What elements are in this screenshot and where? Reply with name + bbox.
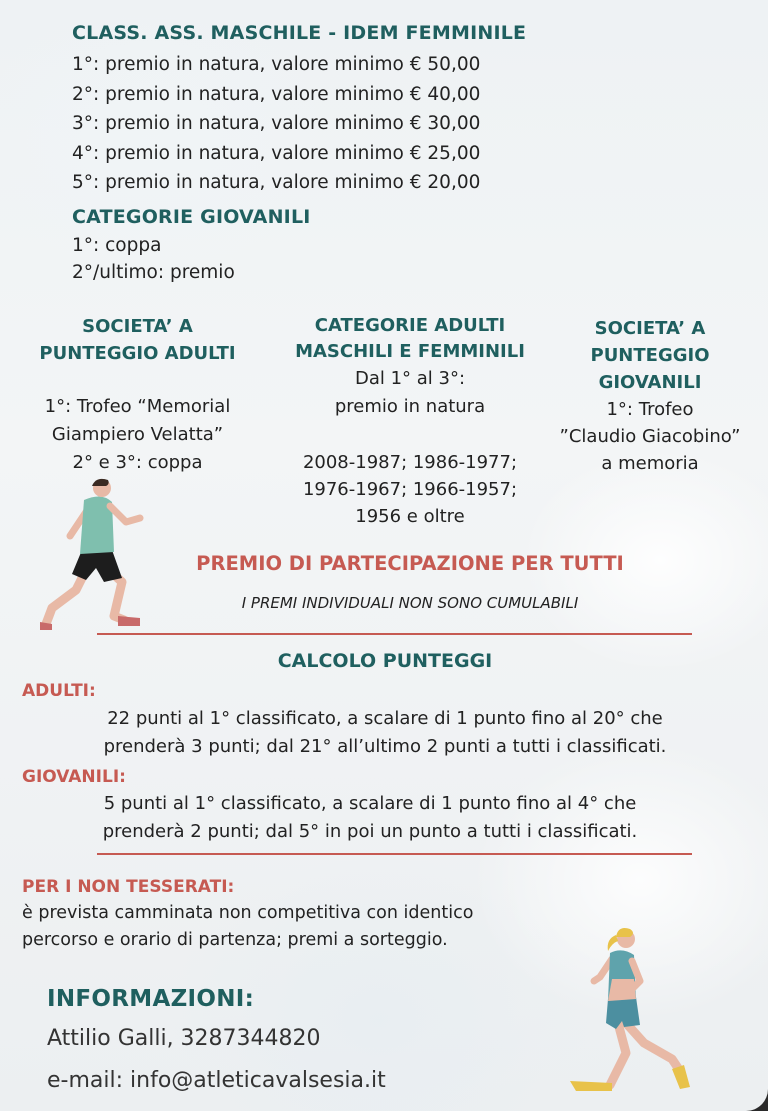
non-members-line: percorso e orario di partenza; premi a sorteggio. xyxy=(22,930,448,950)
prize-line: 1°: premio in natura, valore minimo € 50,00 xyxy=(72,54,481,75)
col-left-line: 1°: Trofeo “Memorial xyxy=(44,396,231,417)
adults-line: 22 punti al 1° classificato, a scalare di 1 punto fino al 20° che xyxy=(107,708,663,729)
col-mid-line: premio in natura xyxy=(334,396,486,417)
youth-score-line: 5 punti al 1° classificato, a scalare di 1 punto fino al 4° che xyxy=(103,793,637,814)
divider xyxy=(97,633,692,635)
youth-text xyxy=(0,790,740,846)
col-mid-line: Dal 1° al 3°: xyxy=(354,368,466,389)
prize-line: 5°: premio in natura, valore minimo € 20,00 xyxy=(72,172,481,193)
col-right-line: a memoria xyxy=(601,453,699,474)
col-right-title-1: SOCIETA’ A xyxy=(594,318,706,339)
col-mid-year-line: 1976-1967; 1966-1957; xyxy=(302,479,518,500)
youth-categories-list xyxy=(72,232,235,286)
non-members-text xyxy=(22,900,473,954)
col-mid-title-1: CATEGORIE ADULTI xyxy=(314,315,506,336)
prize-line: 2°: premio in natura, valore minimo € 40,00 xyxy=(72,83,481,105)
adults-label: ADULTI: xyxy=(22,681,96,701)
prize-list xyxy=(72,50,480,198)
col-mid xyxy=(270,313,550,530)
youth-score-line: prenderà 2 punti; dal 5° in poi un punto a tutti i classificati. xyxy=(102,821,638,842)
class-section-title: CLASS. ASS. MASCHILE - IDEM FEMMINILE xyxy=(72,22,527,44)
participation-title: PREMIO DI PARTECIPAZIONE PER TUTTI xyxy=(196,552,624,575)
youth-line: 1°: coppa xyxy=(72,235,162,256)
col-right-title-3: GIOVANILI xyxy=(598,372,702,393)
col-right-line: 1°: Trofeo xyxy=(606,399,694,420)
youth-line: 2°/ultimo: premio xyxy=(72,262,235,283)
col-mid-year-line: 1956 e oltre xyxy=(355,506,465,527)
col-left-line: 2° e 3°: coppa xyxy=(72,452,203,473)
youth-label: GIOVANILI: xyxy=(22,767,126,787)
col-left xyxy=(10,313,265,477)
adults-line: prenderà 3 punti; dal 21° all’ultimo 2 punti a tutti i classificati. xyxy=(103,736,667,757)
col-mid-title-2: MASCHILI E FEMMINILI xyxy=(295,341,525,362)
youth-categories-title: CATEGORIE GIOVANILI xyxy=(72,206,311,228)
col-left-line: Giampiero Velatta” xyxy=(51,424,224,445)
col-right xyxy=(545,315,755,477)
male-runner-icon xyxy=(30,478,160,634)
col-right-title-2: PUNTEGGIO xyxy=(590,345,710,366)
col-right-line: ”Claudio Giacobino” xyxy=(559,426,741,447)
non-members-line: è prevista camminata non competitiva con identico xyxy=(22,903,474,923)
scoring-title: CALCOLO PUNTEGGI xyxy=(277,650,493,672)
prize-line: 3°: premio in natura, valore minimo € 30,00 xyxy=(72,113,481,134)
col-mid-year-line: 2008-1987; 1986-1977; xyxy=(302,452,518,473)
non-members-label: PER I NON TESSERATI: xyxy=(22,877,235,897)
adults-text xyxy=(0,705,768,761)
prize-line: 4°: premio in natura, valore minimo € 25,00 xyxy=(72,142,481,164)
info-contact: Attilio Galli, 3287344820 xyxy=(47,1026,321,1051)
participation-subtitle: I PREMI INDIVIDUALI NON SONO CUMULABILI xyxy=(241,594,579,612)
female-runner-icon xyxy=(560,925,700,1095)
col-left-title-2: PUNTEGGIO ADULTI xyxy=(39,343,236,364)
info-email[interactable]: e-mail: info@atleticavalsesia.it xyxy=(47,1068,386,1093)
col-left-title-1: SOCIETA’ A xyxy=(82,316,193,337)
info-title: INFORMAZIONI: xyxy=(47,986,255,1012)
divider xyxy=(97,853,692,855)
